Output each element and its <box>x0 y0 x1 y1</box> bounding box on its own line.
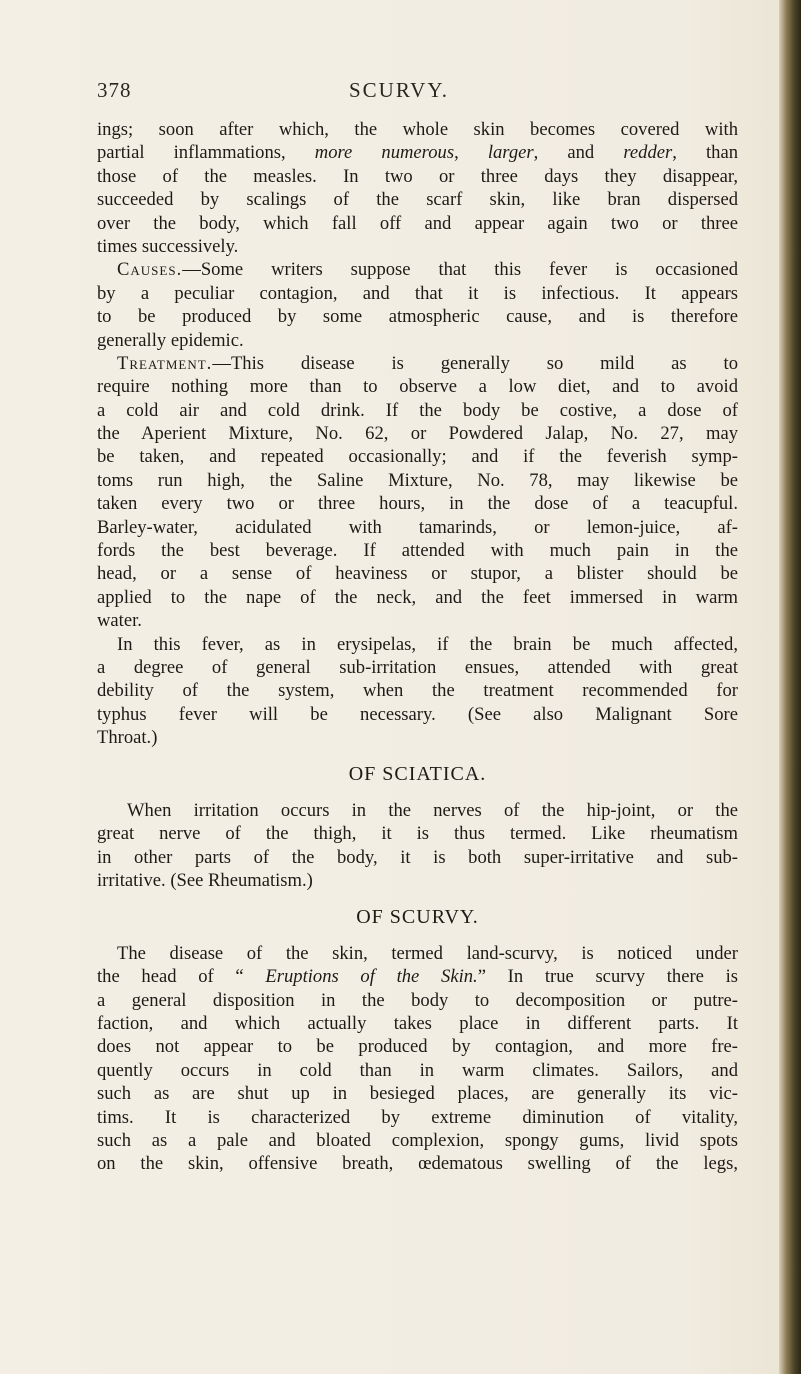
text-line: such as are shut up in besieged places, are generally its vic- <box>97 1083 738 1105</box>
text-line: When irritation occurs in the nerves of the hip-joint, or the <box>127 799 738 821</box>
text-line: In this fever, as in erysipelas, if the brain be much affected, <box>117 633 738 655</box>
text-line: to be produced by some atmospheric cause, and is therefore <box>97 306 738 328</box>
text-line: in other parts of the body, it is both super-irritative and sub- <box>97 846 738 868</box>
running-head: SCURVY. <box>349 78 450 102</box>
text-line: partial inflammations, more numerous, larger, and redder, than <box>97 142 739 164</box>
text-line: require nothing more than to observe a low diet, and to avoid <box>97 376 738 398</box>
text-line: those of the measles. In two or three days they disappear, <box>97 165 738 187</box>
text-line: quently occurs in cold than in warm climates. Sailors, and <box>97 1059 738 1081</box>
causes-paragraph-line: Causes.—Some writers suppose that this fever is occasioned <box>117 259 738 281</box>
text-line: over the body, which fall off and appear again two or three <box>97 212 738 234</box>
causes-label: Causes. <box>117 259 183 281</box>
text-line: taken every two or three hours, in the dose of a teacupful. <box>97 493 738 515</box>
treatment-label: Treatment. <box>117 352 213 374</box>
text-line: The disease of the skin, termed land-scurvy, is noticed under <box>117 942 738 964</box>
treatment-paragraph-line: Treatment.—This disease is generally so mild as to <box>117 352 738 374</box>
text-line: be taken, and repeated occasionally; and if the feverish symp- <box>97 446 738 468</box>
cross-reference: Eruptions of the Skin. <box>265 966 478 988</box>
text-line: toms run high, the Saline Mixture, No. 78, may likewise be <box>97 469 738 491</box>
text-line: faction, and which actually takes place in different parts. It <box>97 1013 738 1035</box>
text-line: applied to the nape of the neck, and the feet immersed in warm <box>97 586 738 608</box>
page-body <box>97 118 738 1176</box>
text-line: typhus fever will be necessary. (See also Malignant Sore <box>97 703 738 725</box>
text-line: tims. It is characterized by extreme diminution of vitality, <box>97 1106 738 1128</box>
text-line: water. <box>97 610 142 632</box>
text-line: debility of the system, when the treatment recommended for <box>97 680 738 702</box>
text-line: great nerve of the thigh, it is thus termed. Like rheumatism <box>97 823 738 845</box>
text-line: generally epidemic. <box>97 329 244 351</box>
text-line: irritative. (See Rheumatism.) <box>97 870 313 892</box>
text-line: such as a pale and bloated complexion, spongy gums, livid spots <box>97 1130 738 1152</box>
text-line: a general disposition in the body to decomposition or putre- <box>97 989 738 1011</box>
text-line: succeeded by scalings of the scarf skin, like bran dispersed <box>97 189 738 211</box>
text-line: head, or a sense of heaviness or stupor, a blister should be <box>97 563 738 585</box>
section-heading-scurvy: OF SCURVY. <box>356 905 479 928</box>
text-line: on the skin, offensive breath, œdematous swelling of the legs, <box>97 1153 738 1175</box>
text-line: does not appear to be produced by contagion, and more fre- <box>97 1036 738 1058</box>
text-line: fords the best beverage. If attended with much pain in the <box>97 540 738 562</box>
text-line: Barley-water, acidulated with tamarinds, or lemon-juice, af- <box>97 516 738 538</box>
text-line: by a peculiar contagion, and that it is infectious. It appears <box>97 282 738 304</box>
text-line: a degree of general sub-irritation ensues, attended with great <box>97 656 738 678</box>
text-line: the Aperient Mixture, No. 62, or Powdered Jalap, No. 27, may <box>97 423 738 445</box>
text-line: the head of “ Eruptions of the Skin.” In true scurvy there is <box>97 966 738 988</box>
text-line: Throat.) <box>97 727 158 749</box>
text-line: times successively. <box>97 235 239 257</box>
page-header <box>97 78 737 112</box>
text-line: a cold air and cold drink. If the body be costive, a dose of <box>97 399 738 421</box>
text-line: ings; soon after which, the whole skin becomes covered with <box>97 119 738 140</box>
page-number: 378 <box>97 78 132 102</box>
section-heading-sciatica: OF SCIATICA. <box>348 762 487 785</box>
page-binding-edge <box>779 0 801 1374</box>
